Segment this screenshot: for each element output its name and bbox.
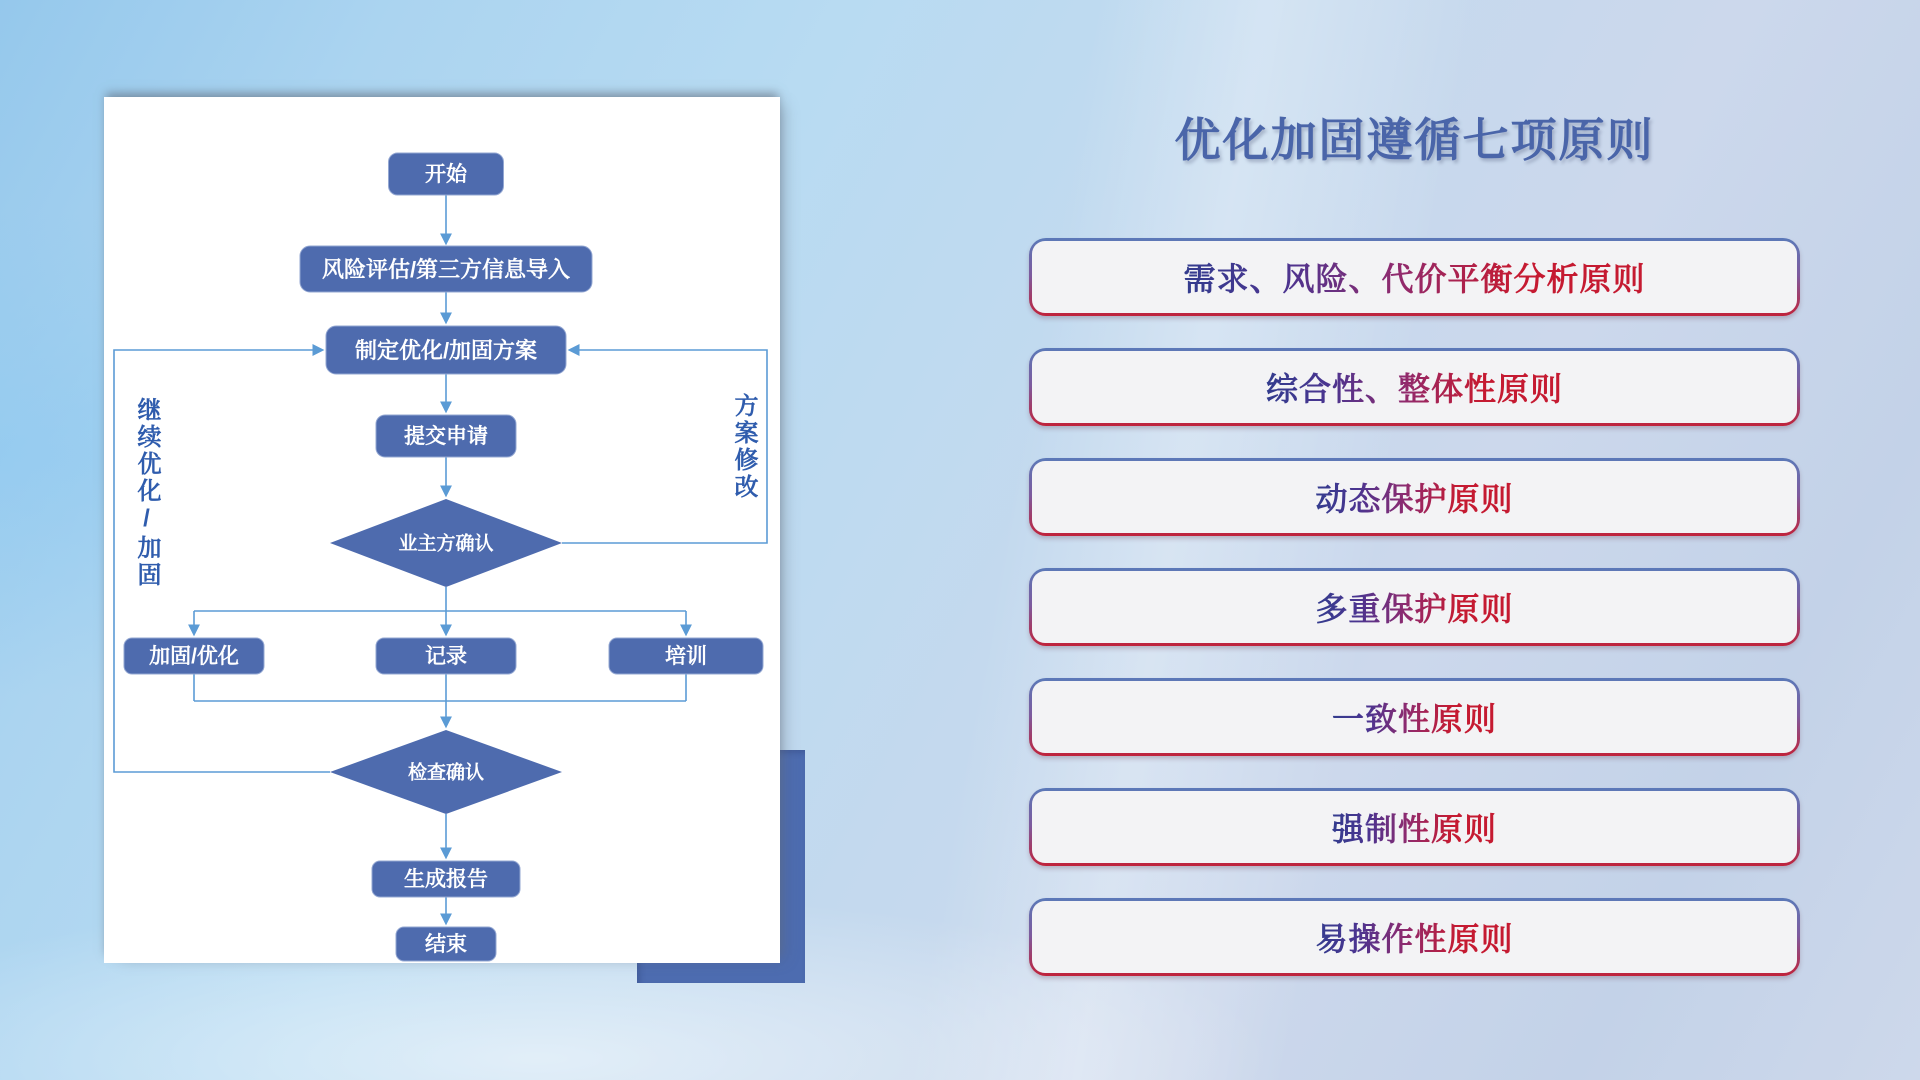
principle-text-3: 动态保护原则 [1315,474,1513,520]
page-title: 优化加固遵循七项原则 [1174,114,1655,166]
flow-node-record-label: 记录 [425,645,467,668]
principle-box-1 [1029,238,1800,316]
principle-text-2: 综合性、整体性原则 [1266,364,1563,410]
plan-revision-label: 方案修改 [730,393,757,501]
flowchart-diagram [104,97,780,963]
flow-node-start-label: 开始 [425,163,467,186]
flow-node-submit-label: 提交申请 [404,425,488,448]
flow-nodes [124,153,763,961]
principle-box-3 [1029,458,1800,536]
principle-box-5 [1029,678,1800,756]
flow-node-risk-assessment-label: 风险评估/第三方信息导入 [321,257,571,282]
flow-node-end-label: 结束 [425,933,467,956]
flow-decision-check-confirm-label: 检查确认 [407,762,485,784]
principle-text-6: 强制性原则 [1332,804,1497,850]
principle-box-4 [1029,568,1800,646]
flow-node-report-label: 生成报告 [404,868,488,891]
principle-text-1: 需求、风险、代价平衡分析原则 [1183,254,1645,300]
principle-box-6 [1029,788,1800,866]
principles-list [1029,238,1800,1008]
flowchart-panel [104,97,780,963]
principle-text-4: 多重保护原则 [1315,584,1513,630]
flow-decision-owner-confirm-label: 业主方确认 [398,533,494,555]
flow-node-training-label: 培训 [665,645,707,668]
flow-node-make-plan-label: 制定优化/加固方案 [354,338,538,363]
flow-node-reinforce-label: 加固/优化 [149,645,239,668]
continue-loop-label: 继续优化/加固 [133,397,160,589]
principle-text-5: 一致性原则 [1332,694,1497,740]
principle-text-7: 易操作性原则 [1315,914,1513,960]
principle-box-7 [1029,898,1800,976]
principle-box-2 [1029,348,1800,426]
